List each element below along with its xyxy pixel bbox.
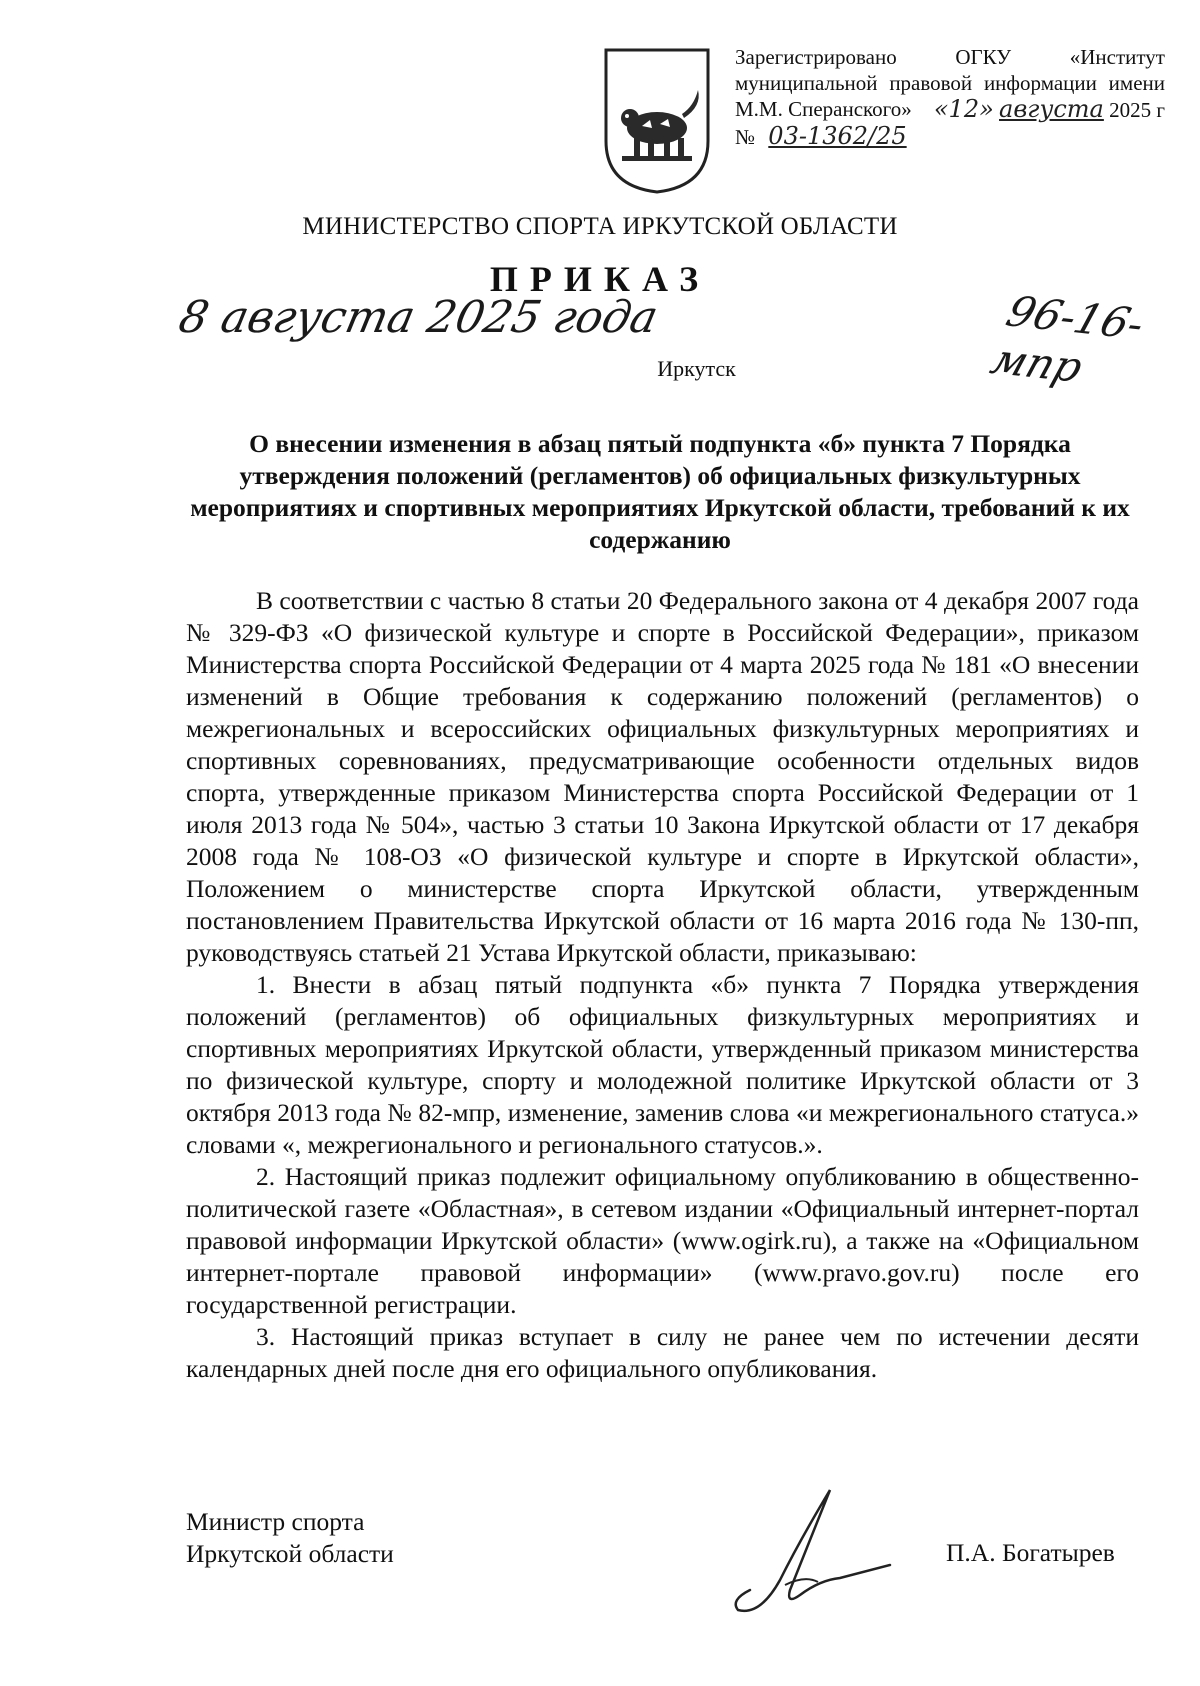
registration-word: муниципальной <box>735 71 878 95</box>
body-paragraph-2: 2. Настоящий приказ подлежит официальному опубликованию в общественно-политической газете «Областная», в сетевом издании «Официальный интернет-портал правовой информации Иркутской области» (www.ogirk.ru), а также на «Официальном интернет-портале правовой информации» (www.pravo.gov.ru) после его государственной регистрации. <box>186 1162 1139 1319</box>
handwritten-number: 96-16-мпр <box>985 286 1151 392</box>
handwritten-signature <box>690 1480 910 1620</box>
registration-word: информации <box>983 71 1097 95</box>
document-type: ПРИКАЗ <box>489 259 711 299</box>
city: Иркутск <box>657 356 736 381</box>
babr-icon <box>621 90 699 161</box>
handwritten-date: 8 августа 2025 года <box>174 292 663 343</box>
document-title: О внесении изменения в абзац пятый подпункта «б» пункта 7 Порядка утверждения положений (регламентов) об официальных физкультурных мероприятиях и спортивных мероприятиях Иркутской области, требований к их содержанию <box>190 429 1130 554</box>
signatory-position <box>186 1506 394 1570</box>
registration-word: правовой <box>889 71 973 95</box>
registration-label: Зарегистрировано <box>735 45 897 69</box>
registration-speransky: М.М. Сперанского» <box>735 97 912 121</box>
body-paragraph-preamble: В соответствии с частью 8 статьи 20 Федерального закона от 4 декабря 2007 года № 329-ФЗ «О физической культуре и спорте в Российской Федерации», приказом Министерства спорта Российской Федерации от 4 марта 2025 года № 181 «О внесении изменений в Общие требования к содержанию положений (регламентов) о межрегиональных и всероссийских официальных физкультурных мероприятиях и спортивных соревнованиях, предусматривающие особенности отдельных видов спорта, утвержденные приказом Министерства спорта Российской Федерации от 1 июля 2013 года № 504», частью 3 статьи 10 Закона Иркутской области от 17 декабря 2008 года № 108-ОЗ «О физической культуре и спорте в Иркутской области», Положением о министерстве спорта Иркутской области, утвержденным постановлением Правительства Иркутской области от 16 марта 2016 года № 130-пп, руководствуясь статьей 21 Устава Иркутской области, приказываю: <box>186 586 1139 967</box>
signatory-position-line2: Иркутской области <box>186 1539 394 1568</box>
ministry-name: МИНИСТЕРСТВО СПОРТА ИРКУТСКОЙ ОБЛАСТИ <box>302 213 898 240</box>
registration-month: августа <box>999 95 1104 123</box>
body-paragraph-1: 1. Внести в абзац пятый подпункта «б» пункта 7 Порядка утверждения положений (регламентов) об официальных физкультурных мероприятиях и спортивных мероприятиях Иркутской области, утвержденный приказом министерства по физической культуре, спорту и молодежной политике Иркутской области от 3 октября 2013 года № 82-мпр, изменение, заменив слова «и межрегионального статуса.» словами «, межрегионального и регионального статусов.». <box>186 970 1139 1159</box>
registration-year: 2025 г <box>1109 98 1165 122</box>
signatory-position-line1: Министр спорта <box>186 1507 365 1536</box>
registration-number: 03-1362/25 <box>768 122 907 150</box>
coat-of-arms-emblem <box>602 46 712 196</box>
registration-org: ОГКУ <box>955 45 1012 69</box>
signatory-name: П.А. Богатырев <box>946 1538 1115 1567</box>
document-body <box>186 585 1139 1385</box>
registration-number-prefix: № <box>735 125 756 149</box>
registration-word: имени <box>1108 71 1165 95</box>
body-paragraph-3: 3. Настоящий приказ вступает в силу не ранее чем по истечении десяти календарных дней после дня его официального опубликования. <box>186 1322 1139 1383</box>
registration-day: «12» <box>933 95 994 123</box>
registration-institute: «Институт <box>1069 45 1165 69</box>
registration-stamp <box>735 44 1165 150</box>
